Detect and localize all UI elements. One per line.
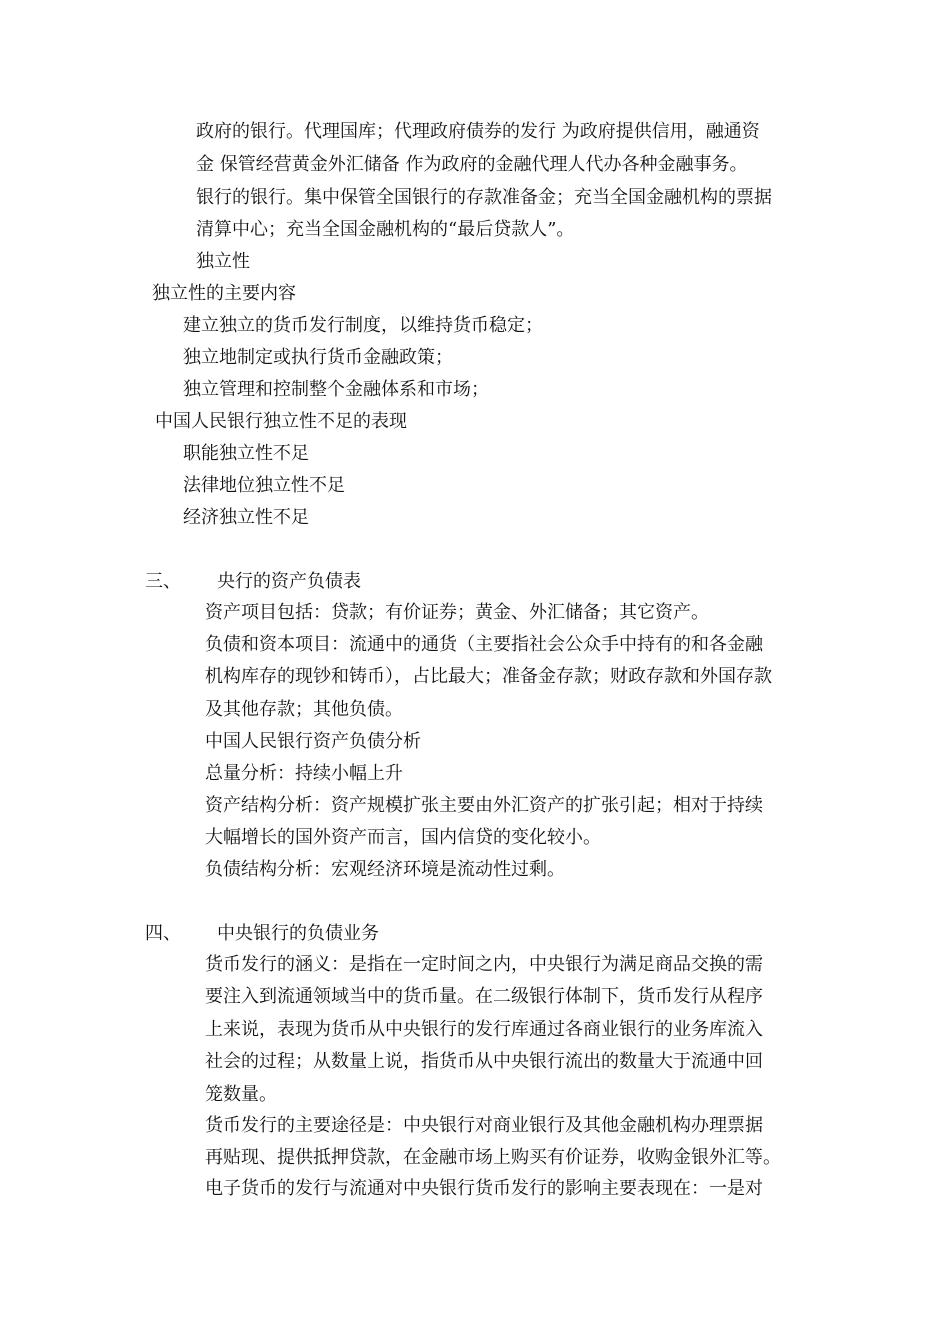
- liability-structure: 负债结构分析：宏观经济环境是流动性过剩。: [205, 859, 565, 880]
- asset-structure-line: 大幅增长的国外资产而言，国内信贷的变化较小。: [205, 827, 601, 849]
- gov-bank-line-2: 金 保管经营黄金外汇储备 作为政府的金融代理人代办各种金融事务。: [196, 154, 748, 175]
- issuance-meaning-paragraph: [205, 949, 807, 1111]
- issuance-meaning-line: 笼数量。: [205, 1083, 277, 1105]
- section-4-heading: [145, 922, 379, 946]
- issuance-meaning-line: 社会的过程；从数量上说，指货币从中央银行流出的数量大于流通中回: [205, 1051, 763, 1073]
- total-analysis: 总量分析：持续小幅上升: [205, 763, 403, 784]
- assets-items: 资产项目包括：贷款；有价证券；黄金、外汇储备；其它资产。: [205, 602, 709, 623]
- independence-label: 独立性: [196, 251, 250, 272]
- pboc-shortfall-item: 法律地位独立性不足: [183, 475, 345, 496]
- issuance-meaning-line: 要注入到流通领域当中的货币量。在二级银行体制下，货币发行从程序: [205, 986, 763, 1008]
- liabilities-line: 负债和资本项目：流通中的通货（主要指社会公众手中持有的和各金融: [205, 634, 763, 655]
- pboc-shortfall-item: 经济独立性不足: [183, 507, 309, 528]
- liabilities-paragraph: [205, 629, 807, 726]
- section-3-number: 三、: [145, 571, 181, 592]
- independence-item: 独立管理和控制整个金融体系和市场；: [183, 379, 489, 400]
- bank-bank-line-1: 银行的银行。集中保管全国银行的存款准备金；充当全国金融机构的票据: [196, 187, 772, 208]
- issuance-meaning-line: 货币发行的涵义：是指在一定时间之内，中央银行为满足商品交换的需: [205, 954, 763, 975]
- independence-item: 独立地制定或执行货币金融政策；: [183, 347, 453, 368]
- independence-item: 建立独立的货币发行制度，以维持货币稳定；: [183, 315, 543, 336]
- section-4-title: 中央银行的负债业务: [217, 923, 379, 944]
- liabilities-line: 机构库存的现钞和铸币），占比最大；准备金存款；财政存款和外国存款: [205, 666, 772, 688]
- asset-structure-line: 资产结构分析：资产规模扩张主要由外汇资产的扩张引起；相对于持续: [205, 795, 763, 816]
- pboc-shortfall-item: 职能独立性不足: [183, 443, 309, 464]
- section-4-number: 四、: [145, 923, 181, 944]
- asset-structure-paragraph: [205, 790, 807, 855]
- issuance-channels-paragraph: [205, 1110, 807, 1175]
- issuance-channels-line: 货币发行的主要途径是：中央银行对商业银行及其他金融机构办理票据: [205, 1115, 763, 1136]
- section-3-heading: [145, 570, 361, 594]
- issuance-channels-line: 再贴现、提供抵押贷款，在金融市场上购买有价证券，收购金银外汇等。: [205, 1147, 781, 1169]
- bank-bank-line-2: 清算中心；充当全国金融机构的“最后贷款人”。: [196, 219, 575, 240]
- issuance-meaning-line: 上来说，表现为货币从中央银行的发行库通过各商业银行的业务库流入: [205, 1018, 763, 1040]
- liabilities-line: 及其他存款；其他负债。: [205, 698, 403, 720]
- analysis-title: 中国人民银行资产负债分析: [205, 731, 421, 752]
- pboc-shortfall-title: 中国人民银行独立性不足的表现: [155, 411, 407, 432]
- independence-content-title: 独立性的主要内容: [152, 283, 296, 304]
- gov-bank-line-1: 政府的银行。代理国库；代理政府债券的发行 为政府提供信用，融通资: [196, 121, 760, 142]
- emoney-line: 电子货币的发行与流通对中央银行货币发行的影响主要表现在：一是对: [205, 1178, 763, 1199]
- section-3-title: 央行的资产负债表: [217, 571, 361, 592]
